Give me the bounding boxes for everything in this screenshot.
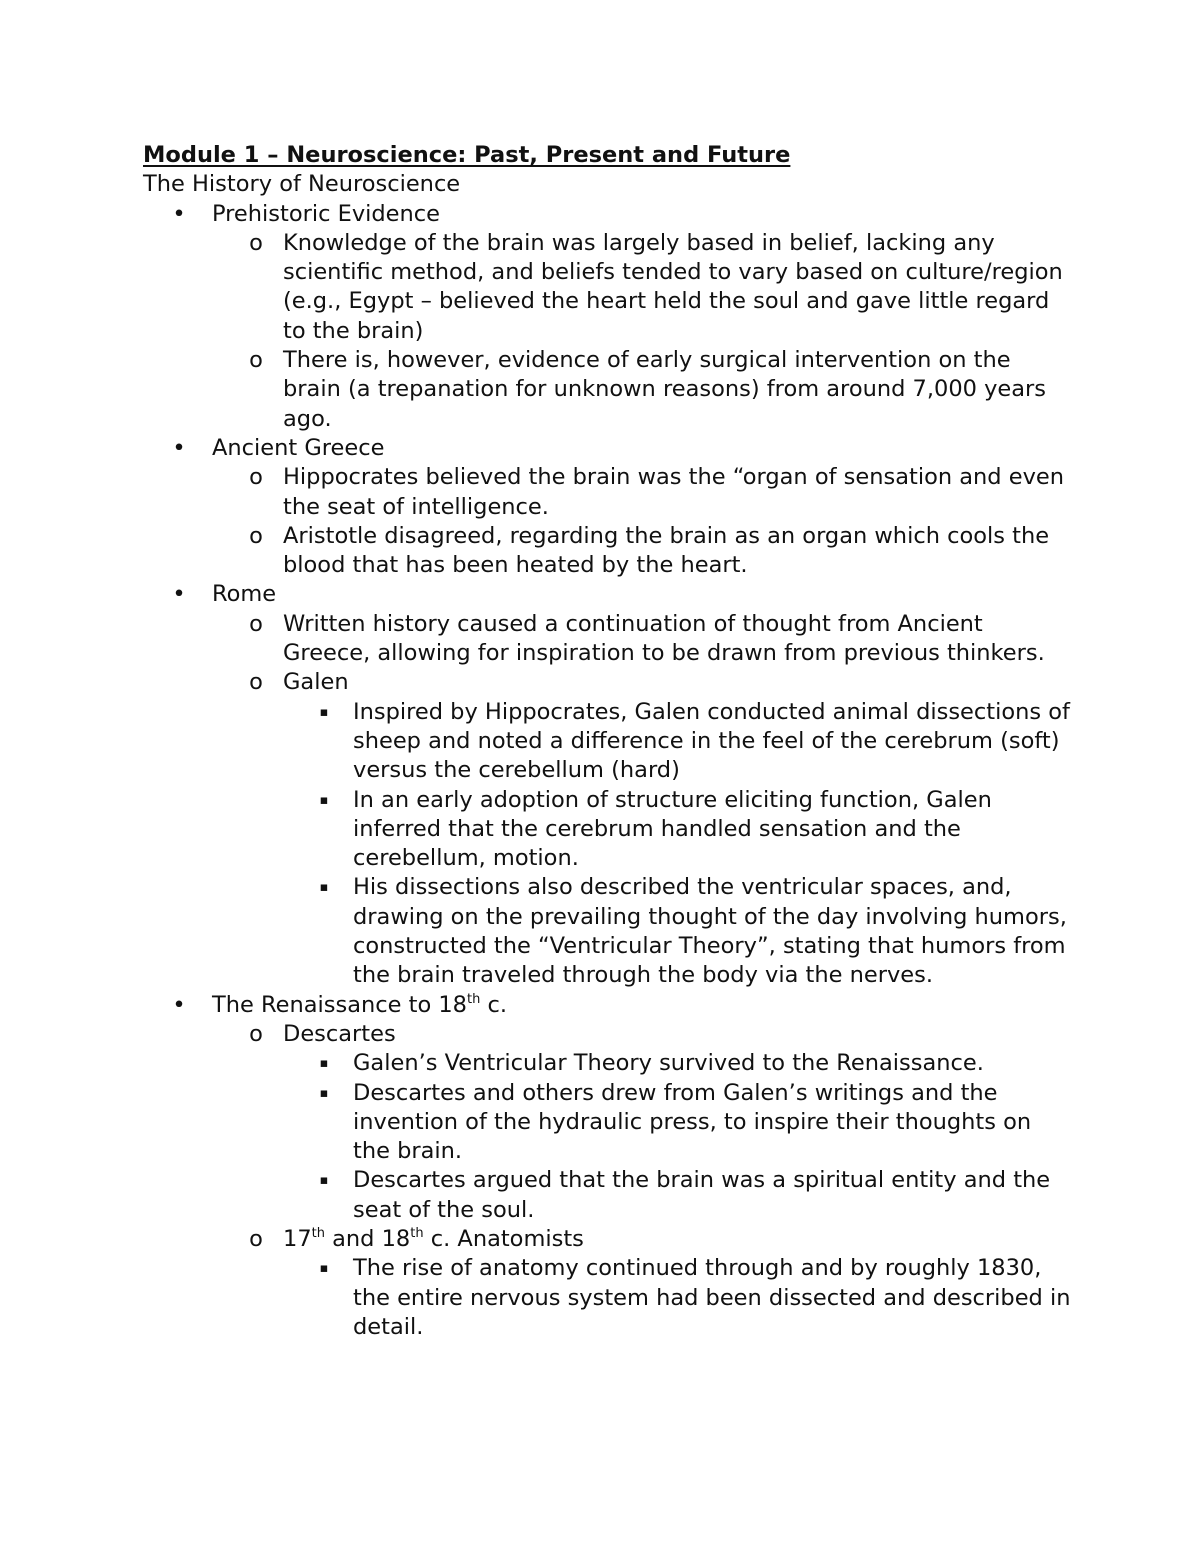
detail-text: His dissections also described the ventricular spaces, and, drawing on the prevailing thought of the day involving humors, constructed the “Ventricular Theory”, stating that humors from the brain traveled through the body via the nerves.: [353, 874, 1067, 989]
detail-text: Descartes and others drew from Galen’s writings and the invention of the hydraulic press, to inspire their thoughts on the brain.: [353, 1079, 1032, 1165]
detail-text: Galen’s Ventricular Theory survived to the Renaissance.: [353, 1050, 984, 1077]
subtopic-anatomists: [143, 1225, 1073, 1254]
point-text: Aristotle disagreed, regarding the brain as an organ which cools the blood that has been heated by the heart.: [283, 522, 1050, 579]
detail-item: [143, 1166, 1073, 1225]
square-marker: ▪: [319, 704, 329, 720]
heading-text: The Renaissance to 18: [212, 991, 467, 1018]
bullet-marker: •: [172, 200, 186, 227]
detail-item: [143, 1079, 1073, 1167]
label-text: c. Anatomists: [423, 1225, 584, 1252]
square-marker: ▪: [319, 880, 329, 896]
bullet-marker: •: [172, 434, 186, 461]
module-title: Module 1 – Neuroscience: Past, Present and Future: [143, 142, 791, 168]
topic-rome: [143, 580, 1073, 609]
topic-heading: Prehistoric Evidence: [212, 200, 440, 227]
topic-heading: Rome: [212, 581, 277, 608]
ordinal-suffix: th: [410, 1225, 424, 1241]
circle-marker: o: [249, 347, 263, 374]
circle-marker: o: [249, 1225, 263, 1252]
topic-ancient-greece: [143, 434, 1073, 463]
circle-marker: o: [249, 669, 263, 696]
point-text: There is, however, evidence of early surgical intervention on the brain (a trepanation for unknown reasons) from around 7,000 years ago.: [283, 347, 1047, 432]
topic-heading: Ancient Greece: [212, 434, 385, 461]
square-marker: ▪: [319, 1085, 329, 1101]
square-marker: ▪: [319, 1173, 329, 1189]
ordinal-suffix: th: [467, 991, 481, 1007]
topic-prehistoric-evidence: [143, 200, 1073, 229]
detail-text: In an early adoption of structure eliciting function, Galen inferred that the cerebrum handled sensation and the cerebellum, motion.: [353, 786, 992, 872]
circle-marker: o: [249, 522, 263, 549]
subtopic-label: [283, 1226, 584, 1252]
detail-text: The rise of anatomy continued through and by roughly 1830, the entire nervous system had been dissected and described in detail.: [353, 1255, 1071, 1340]
point-item: [143, 610, 1073, 669]
detail-item: [143, 1254, 1073, 1342]
ordinal-suffix: th: [311, 1225, 325, 1241]
document-content: [143, 141, 1073, 1342]
subtopic-descartes: [143, 1020, 1073, 1049]
point-item: [143, 522, 1073, 581]
circle-marker: o: [249, 1020, 263, 1047]
label-text: and 18: [324, 1225, 411, 1252]
subtopic-label: Descartes: [283, 1020, 396, 1047]
point-text: Hippocrates believed the brain was the “organ of sensation and even the seat of intelligence.: [283, 464, 1065, 520]
detail-text: Inspired by Hippocrates, Galen conducted animal dissections of sheep and noted a difference in the feel of the cerebrum (soft) versus the cerebellum (hard): [353, 698, 1070, 784]
bullet-marker: •: [172, 991, 186, 1018]
detail-item: [143, 786, 1073, 874]
point-item: [143, 346, 1073, 434]
square-marker: ▪: [319, 1261, 329, 1277]
subtopic-label: Galen: [283, 669, 349, 696]
point-text: Written history caused a continuation of thought from Ancient Greece, allowing for inspiration to be drawn from previous thinkers.: [283, 610, 1045, 667]
detail-text: Descartes argued that the brain was a spiritual entity and the seat of the soul.: [353, 1167, 1051, 1223]
detail-item: [143, 698, 1073, 786]
bullet-marker: •: [172, 581, 186, 608]
subtopic-galen: [143, 668, 1073, 697]
square-marker: ▪: [319, 792, 329, 808]
detail-item: [143, 873, 1073, 990]
topic-heading: [212, 992, 507, 1018]
point-text: Knowledge of the brain was largely based in belief, lacking any scientific method, and beliefs tended to vary based on culture/region (e.g., Egypt – believed the heart held the soul and gave little regard to the brain): [283, 229, 1063, 344]
circle-marker: o: [249, 610, 263, 637]
circle-marker: o: [249, 229, 263, 256]
point-item: [143, 229, 1073, 346]
point-item: [143, 463, 1073, 522]
heading-text: c.: [480, 991, 508, 1018]
label-text: 17: [283, 1225, 312, 1252]
topic-renaissance: [143, 991, 1073, 1020]
square-marker: ▪: [319, 1056, 329, 1072]
circle-marker: o: [249, 464, 263, 491]
detail-item: [143, 1049, 1073, 1078]
section-subtitle: The History of Neuroscience: [143, 171, 461, 198]
